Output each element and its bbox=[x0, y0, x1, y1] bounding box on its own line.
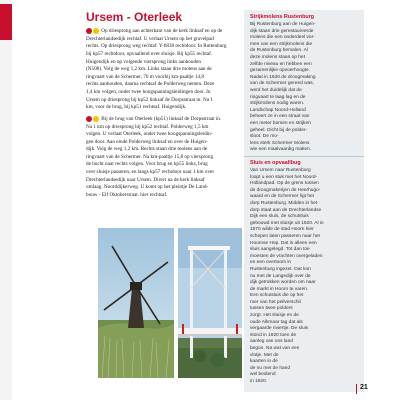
line: de markt in Hoorn te varen. bbox=[250, 286, 309, 292]
line: Ursem op driesprong bij kp52 linksaf de Dorpsstraat in. Na 1 bbox=[86, 96, 213, 103]
windmill-photo bbox=[98, 228, 174, 378]
line: Op driesprong aan achterkant van de kerk linksaf en op de bbox=[101, 28, 223, 35]
line: ringvaart van de Schermer, 70 m voorbij km-paaltje 14,8 bbox=[86, 73, 204, 80]
line: stond in 1920 toen de bbox=[250, 332, 297, 338]
line: moesten de vrachten overgeladen bbox=[250, 253, 323, 259]
line: Van Ursem naar Rustenburg bbox=[250, 168, 311, 173]
line: ringvaart van de Schermer. Na km-paaltje 15,8 op viersprong bbox=[86, 153, 214, 160]
line: geheel. Dicht bij de polder- bbox=[250, 127, 308, 133]
drawbridge-photo-graphic bbox=[178, 228, 242, 378]
line: deze molens staan op het bbox=[250, 54, 305, 60]
line: (N508). Volg de weg 1,2 km. Links staan drie molens aan de bbox=[86, 66, 212, 73]
line: zorgt. Het sluisje en de bbox=[250, 313, 299, 319]
line: de bocht naar rechts volgen. Voor brug en kp55 links, brug bbox=[86, 161, 208, 168]
line: dijk. Volg de weg 1,2 km. Rechts staan drie molens aan de bbox=[86, 146, 208, 153]
line: men van een strijkmolens die bbox=[250, 41, 313, 47]
line: begon. Na wat van een bbox=[250, 346, 300, 352]
line: sloot. De mo- bbox=[250, 134, 279, 140]
line: de nu met de hand bbox=[250, 365, 291, 371]
line: sluis aangelegd. Tot dan toe bbox=[250, 247, 310, 253]
sidebar-text-lock bbox=[250, 168, 358, 386]
route-marker-b2-icon bbox=[93, 116, 99, 122]
line: werd het duidelijk dat de bbox=[250, 87, 302, 93]
line: Nadat in 1630 de droogmaking bbox=[250, 74, 316, 80]
line: in 1920. bbox=[250, 379, 268, 384]
line: dijk getrokken worden om naar bbox=[250, 280, 316, 286]
line: vergaarde riviertje. De sluis bbox=[250, 326, 309, 332]
line: roer van het peilverschil bbox=[250, 299, 301, 305]
line: Landschap Noord-Holland bbox=[250, 107, 306, 113]
line: bij kp57 rechtdoor, opvaallend over sluisje. Bij kp55 rechtaf. bbox=[86, 50, 213, 57]
line: een meter bomen en strijken bbox=[250, 120, 311, 126]
line: en een overtoom in bbox=[250, 260, 292, 266]
chapter-tab bbox=[0, 0, 12, 400]
line: gezamenlijke opvoerhoogte. bbox=[250, 68, 311, 74]
info-sidebar bbox=[244, 10, 364, 392]
line: de droogmakerijen de Heerhugo- bbox=[250, 187, 321, 193]
line: strijkmolens nodig waren. bbox=[250, 101, 305, 107]
sidebar-heading-lock: Sluis en opvaallbug bbox=[250, 160, 301, 166]
route-marker-a1-icon bbox=[86, 28, 92, 34]
line: gebouwd met sluisje uit 1920. Al in bbox=[250, 220, 324, 226]
route-column bbox=[86, 10, 242, 203]
line: oude Alkmaar tag dat als bbox=[250, 319, 303, 325]
line: aanleg van ons land bbox=[250, 339, 293, 345]
line: volgen. U verlaat Oterleek, onder twee hoogspanningsleidin- bbox=[86, 131, 213, 138]
line: ringvaart te laag lag en de bbox=[250, 94, 306, 100]
line: Huigendijk en op volgende viersprong links aanhouden bbox=[86, 58, 201, 65]
line: 1,4 km volgen, onder twee hoogspanningsleidingen door. In bbox=[86, 88, 211, 95]
line: dorp staat aan de Drechterlandse bbox=[250, 207, 322, 213]
line: Hoornse Hop. Dat is alleen een bbox=[250, 240, 317, 246]
line: de Rustenburg bemalen. Al bbox=[250, 48, 308, 54]
line: over sluisje passeren, en langs kp57 rechtdoor naar 1 km over bbox=[86, 169, 215, 176]
line: Bij Rustenburg aan de Huigen- bbox=[250, 22, 316, 27]
line: rechts aanhouden, daarna rechtsaf de Polderweg nemen. Deze bbox=[86, 81, 215, 88]
line: Hollandpad. Op de grens tussen bbox=[250, 181, 319, 187]
line: vlotje. Met de bbox=[250, 352, 279, 358]
route-section-a bbox=[86, 28, 242, 112]
sidebar-heading-mills: Strijkmolens Rustenburg bbox=[250, 14, 315, 20]
line: wel bediend bbox=[250, 372, 276, 378]
line: loopt u een stuk met het Noord- bbox=[250, 174, 318, 180]
drawbridge-photo bbox=[178, 228, 242, 378]
line: zelfde niveau en hebben een bbox=[250, 61, 312, 67]
line: van de Schermer gereed was, bbox=[250, 81, 314, 87]
line: rechts. Op driesprong weg rechtaf. Y-6838 rechtdoor. In Ruttenburg bbox=[86, 43, 227, 50]
windmill-photo-graphic bbox=[98, 228, 174, 378]
route-section-b bbox=[86, 116, 242, 200]
line: dijk staan drie gerestaureerde bbox=[250, 28, 314, 34]
line: Drechterlandsedijk naar Ursem. Direct na de kerk linksaf bbox=[86, 176, 205, 183]
line: nu met de Langedijk over de bbox=[250, 273, 311, 279]
line: Drechterlandsedijk rechtaf. U verlaat Ursem op het gravelpad bbox=[86, 35, 214, 42]
line: tussen twee polders bbox=[250, 306, 293, 312]
line: beheert ze in een straat van bbox=[250, 114, 310, 120]
line: wie een maalvaardig maken. bbox=[250, 147, 312, 153]
chapter-tab-marker bbox=[0, 4, 12, 40]
route-title: Ursem - Oterleek bbox=[86, 10, 183, 24]
line: km, voor de brug, bij kp51 rechtsaf. Huigendijk. bbox=[86, 104, 187, 111]
line: lens sterk Schermer Molens bbox=[250, 140, 310, 146]
route-marker-a2-icon bbox=[93, 28, 99, 34]
line: Dijk een sluis, de schutsluis bbox=[250, 214, 309, 220]
line: waard en de Schermer ligt het bbox=[250, 194, 314, 200]
line: kaarten in de bbox=[250, 359, 278, 365]
line: Na 1 km op driesprong bij kp52 rechtaf. Polderweg 1,5 km bbox=[86, 123, 209, 130]
line: Rustenburg ingezet. Dat kon bbox=[250, 266, 311, 272]
line: dorp Rustenburg. Midden in het bbox=[250, 200, 318, 206]
page-number: 21 bbox=[356, 384, 376, 394]
line: Een schutsluis die op het bbox=[250, 293, 304, 299]
line: gen door. Aan einde Polderweg linksaf en over de Huigen- bbox=[86, 138, 208, 145]
line: 1570 wilde de stad Hoorn hier bbox=[250, 227, 314, 233]
line: bouw - Elf Oktoberstraat. hier rechtsaf. bbox=[86, 191, 168, 198]
line: omlaag. Noorddijkerweg. U komt op het pleintje De Land- bbox=[86, 184, 209, 191]
route-marker-b1-icon bbox=[86, 116, 92, 122]
sidebar-text-mills bbox=[250, 22, 358, 154]
line: molens die een onderdeel vor- bbox=[250, 35, 315, 41]
line: schepen laten passeren naar het bbox=[250, 233, 320, 239]
sidebar-divider bbox=[244, 156, 364, 157]
line: Bij de brug van Oterleek (kp51) linksaf de Dorpsstraat in. bbox=[101, 115, 222, 122]
